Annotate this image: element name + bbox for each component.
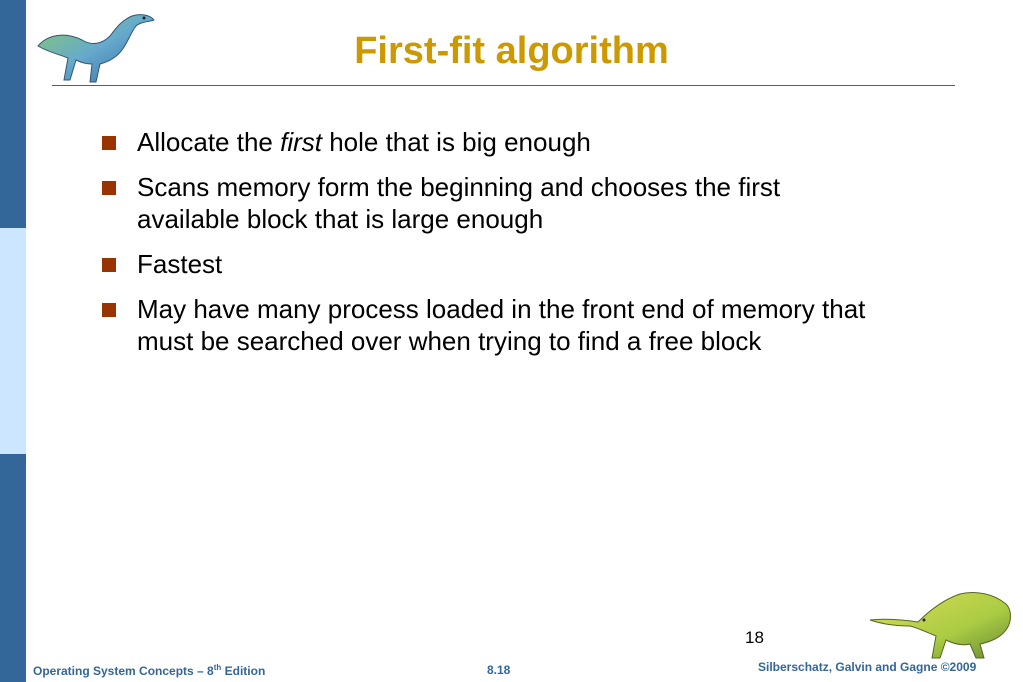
bullet-list [100, 126, 1000, 370]
bullet-text: Allocate the [137, 127, 281, 157]
title-divider [52, 85, 955, 86]
footer-book-text: Operating System Concepts – 8 [33, 664, 214, 678]
footer-slide-ref: 8.18 [487, 663, 511, 677]
sidebar-band-bottom [0, 454, 26, 682]
footer-edition-sup: th [213, 663, 222, 672]
slide-title: First-fit algorithm [354, 30, 669, 72]
sidebar-band-middle [0, 228, 26, 454]
bullet-item [100, 293, 1000, 357]
bullet-text: Scans memory form the beginning and chooses the first [137, 172, 781, 202]
square-bullet-icon [102, 258, 116, 272]
footer-edition-text: Edition [221, 664, 266, 678]
square-bullet-icon [102, 303, 116, 317]
bullet-text: Fastest [137, 249, 223, 279]
bullet-text: available block that is large enough [137, 204, 544, 234]
square-bullet-icon [102, 181, 116, 195]
bullet-item [100, 126, 1000, 158]
page-number: 18 [745, 628, 764, 647]
dinosaur-footer-icon [866, 582, 1016, 662]
bullet-text: May have many process loaded in the front end of memory that [137, 294, 866, 324]
bullet-item [100, 248, 1000, 280]
bullet-item [100, 171, 1000, 235]
square-bullet-icon [102, 136, 116, 150]
bullet-text: must be searched over when trying to find a free block [137, 326, 762, 356]
bullet-emphasis: first [280, 127, 322, 157]
footer-book-title [33, 663, 265, 678]
footer-copyright: Silberschatz, Galvin and Gagne ©2009 [758, 660, 977, 674]
bullet-text: hole that is big enough [321, 127, 591, 157]
